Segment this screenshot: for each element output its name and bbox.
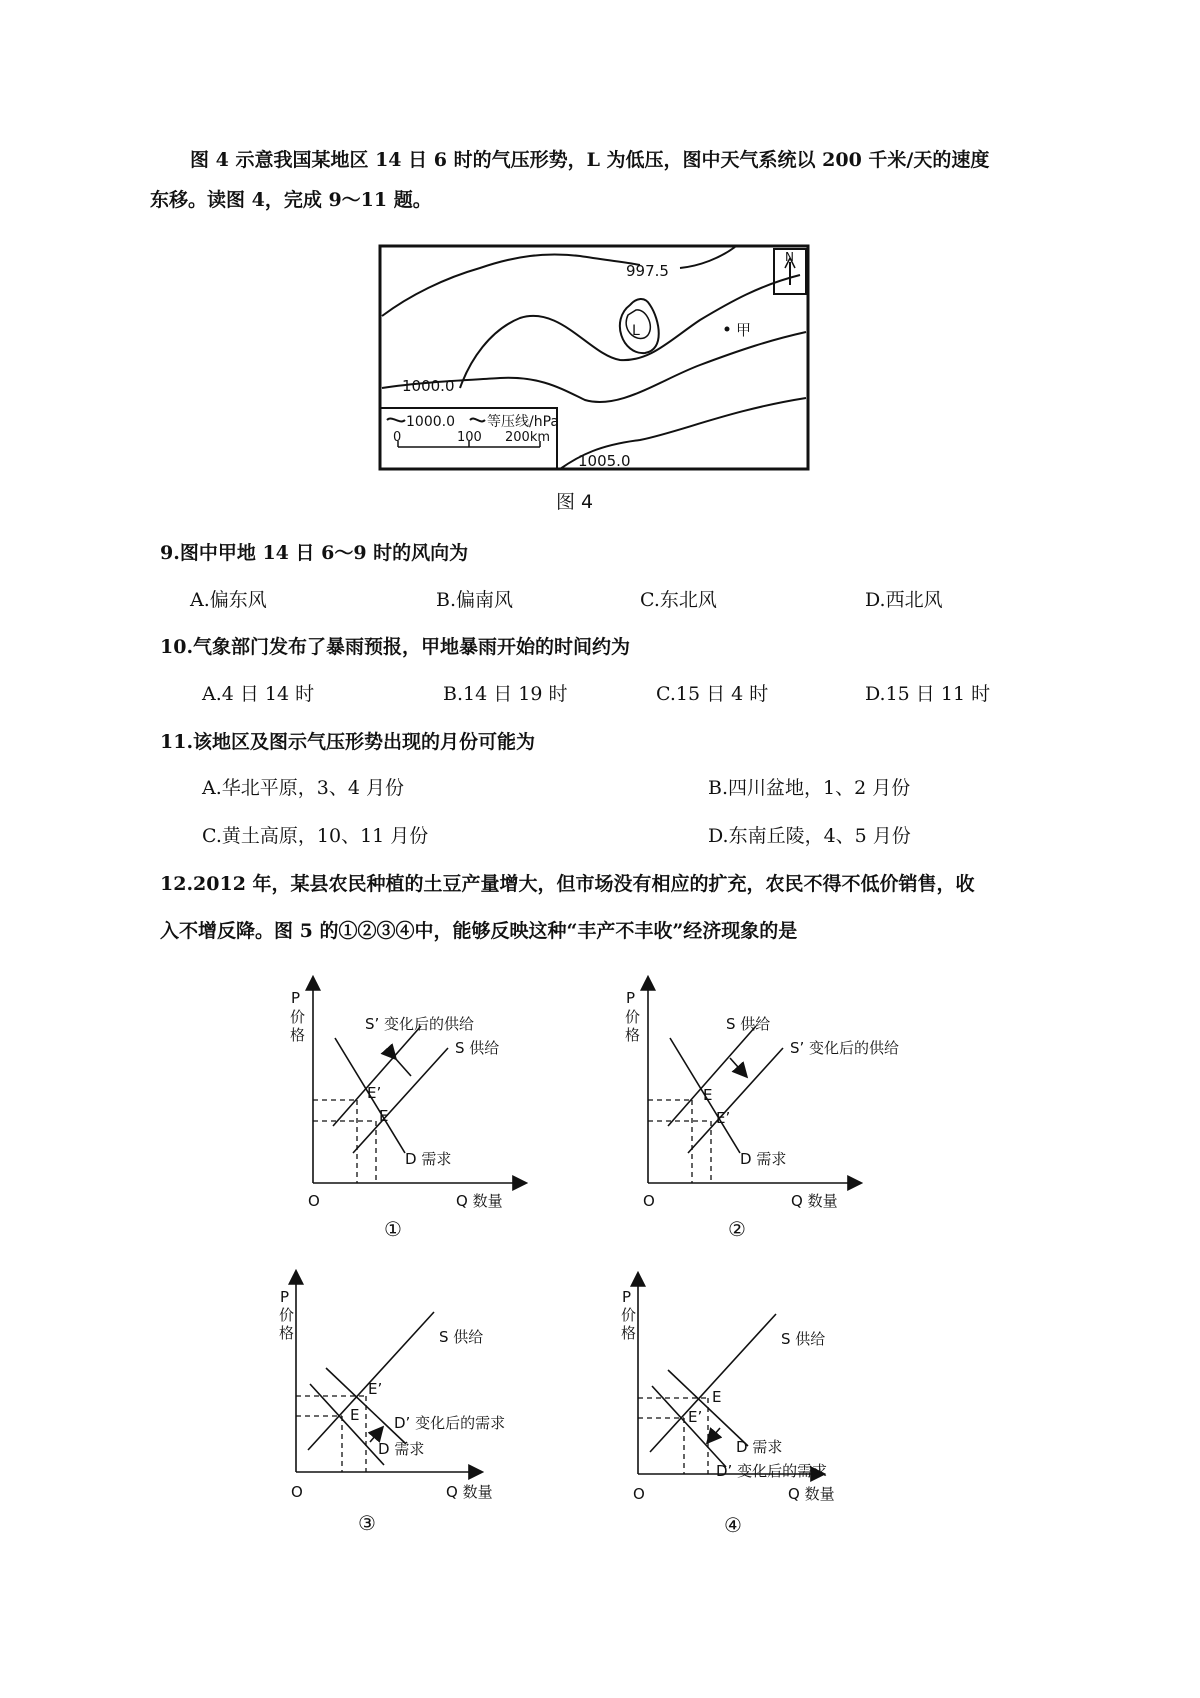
graph-label: O (633, 1485, 645, 1503)
graph-label: Q 数量 (791, 1192, 838, 1210)
graph-label: Q 数量 (456, 1192, 503, 1210)
scale-0: 0 (393, 430, 402, 445)
graph-label: 价 (279, 1306, 295, 1324)
graph-label: ① (384, 1217, 402, 1241)
q10-stem: 10.气象部门发布了暴雨预报，甲地暴雨开始的时间约为 (160, 636, 631, 658)
graph-label: S 供给 (726, 1015, 771, 1033)
graph-label: E’ (368, 1380, 383, 1398)
graph-label: E (703, 1086, 713, 1104)
graph-label: 格 (625, 1026, 641, 1044)
graph-label: D’ 变化后的需求 (394, 1414, 506, 1432)
supply-line (650, 1314, 776, 1452)
isobar-label-bottom: 1005.0 (578, 452, 631, 470)
q12-stem-line-1: 12.2012 年，某县农民种植的土豆产量增大，但市场没有相应的扩充，农民不得不低价销售，收 (160, 873, 975, 895)
graph-label: P (280, 1288, 290, 1306)
graph-label: P (291, 989, 301, 1007)
graph-label: 价 (625, 1008, 641, 1026)
north-label: N (785, 250, 794, 264)
graph-label: O (308, 1192, 320, 1210)
q12-stem-line-2: 入不增反降。图 5 的①②③④中，能够反映这种“丰产不丰收”经济现象的是 (160, 920, 798, 942)
q10-option-d[interactable]: D.15 日 11 时 (865, 683, 991, 705)
q9-option-c[interactable]: C.东北风 (640, 589, 717, 611)
graph-label: D 需求 (405, 1150, 452, 1168)
graph-label: Q 数量 (788, 1485, 835, 1503)
graph-label: S 供给 (781, 1330, 826, 1348)
graph-label: ③ (358, 1511, 376, 1535)
intro-line-2: 东移。读图 4，完成 9～11 题。 (150, 189, 432, 211)
scale-200: 200km (505, 430, 551, 445)
low-label: L (632, 323, 640, 339)
graph-label: D 需求 (378, 1440, 425, 1458)
supply-line (668, 1026, 756, 1126)
graph-label: S’ 变化后的供给 (790, 1039, 900, 1057)
figure-4-caption: 图 4 (556, 491, 594, 513)
graph-label: S 供给 (455, 1039, 500, 1057)
graph-label: P (626, 989, 636, 1007)
isobar-label-left: 1000.0 (402, 377, 455, 395)
graph-label: D 需求 (740, 1150, 787, 1168)
graph-label: P (622, 1288, 632, 1306)
graph-label: D 需求 (736, 1438, 783, 1456)
graph-label: E’ (367, 1084, 382, 1102)
legend-sample: 1000.0 (406, 414, 455, 430)
graph-label: E (350, 1406, 360, 1424)
graph-label: ④ (724, 1513, 742, 1537)
graph-label: 格 (621, 1324, 637, 1342)
q11-stem: 11.该地区及图示气压形势出现的月份可能为 (160, 731, 536, 753)
scale-100: 100 (457, 430, 482, 445)
graph-label: 格 (279, 1324, 295, 1342)
q9-stem: 9.图中甲地 14 日 6～9 时的风向为 (160, 542, 469, 564)
place-label: 甲 (736, 321, 752, 339)
graph-2 (625, 978, 899, 1241)
graph-1 (290, 978, 525, 1241)
graph-4 (621, 1274, 835, 1537)
graph-label: O (643, 1192, 655, 1210)
graph-label: E (712, 1388, 722, 1406)
q9-option-b[interactable]: B.偏南风 (436, 589, 514, 611)
graph-label: E (379, 1107, 389, 1125)
graph-label: E’ (716, 1109, 731, 1127)
graph-label: 价 (290, 1008, 306, 1026)
q11-option-d[interactable]: D.东南丘陵，4、5 月份 (708, 825, 911, 847)
graph-3 (279, 1272, 505, 1535)
graph-label: D’ 变化后的需求 (716, 1462, 828, 1480)
q9-option-a[interactable]: A.偏东风 (190, 589, 267, 611)
q11-option-a[interactable]: A.华北平原，3、4 月份 (202, 777, 404, 799)
graph-label: S 供给 (439, 1328, 484, 1346)
q10-option-c[interactable]: C.15 日 4 时 (656, 683, 769, 705)
intro-line-1: 图 4 示意我国某地区 14 日 6 时的气压形势，L 为低压，图中天气系统以 200 千米/天的速度 (190, 149, 990, 171)
graph-label: E’ (688, 1408, 703, 1426)
graph-label: 格 (290, 1026, 306, 1044)
q9-option-d[interactable]: D.西北风 (865, 589, 943, 611)
q10-option-a[interactable]: A.4 日 14 时 (202, 683, 315, 705)
isobar-label-top: 997.5 (626, 262, 669, 280)
graph-label: Q 数量 (446, 1483, 493, 1501)
supply-new-line (333, 1026, 421, 1126)
graph-label: S’ 变化后的供给 (365, 1015, 475, 1033)
legend-label: 等压线/hPa (487, 414, 559, 430)
graph-label: ② (728, 1217, 746, 1241)
q11-option-c[interactable]: C.黄土高原，10、11 月份 (202, 825, 429, 847)
q10-option-b[interactable]: B.14 日 19 时 (443, 683, 568, 705)
graph-label: O (291, 1483, 303, 1501)
q11-option-b[interactable]: B.四川盆地，1、2 月份 (708, 777, 911, 799)
graph-label: 价 (621, 1306, 637, 1324)
